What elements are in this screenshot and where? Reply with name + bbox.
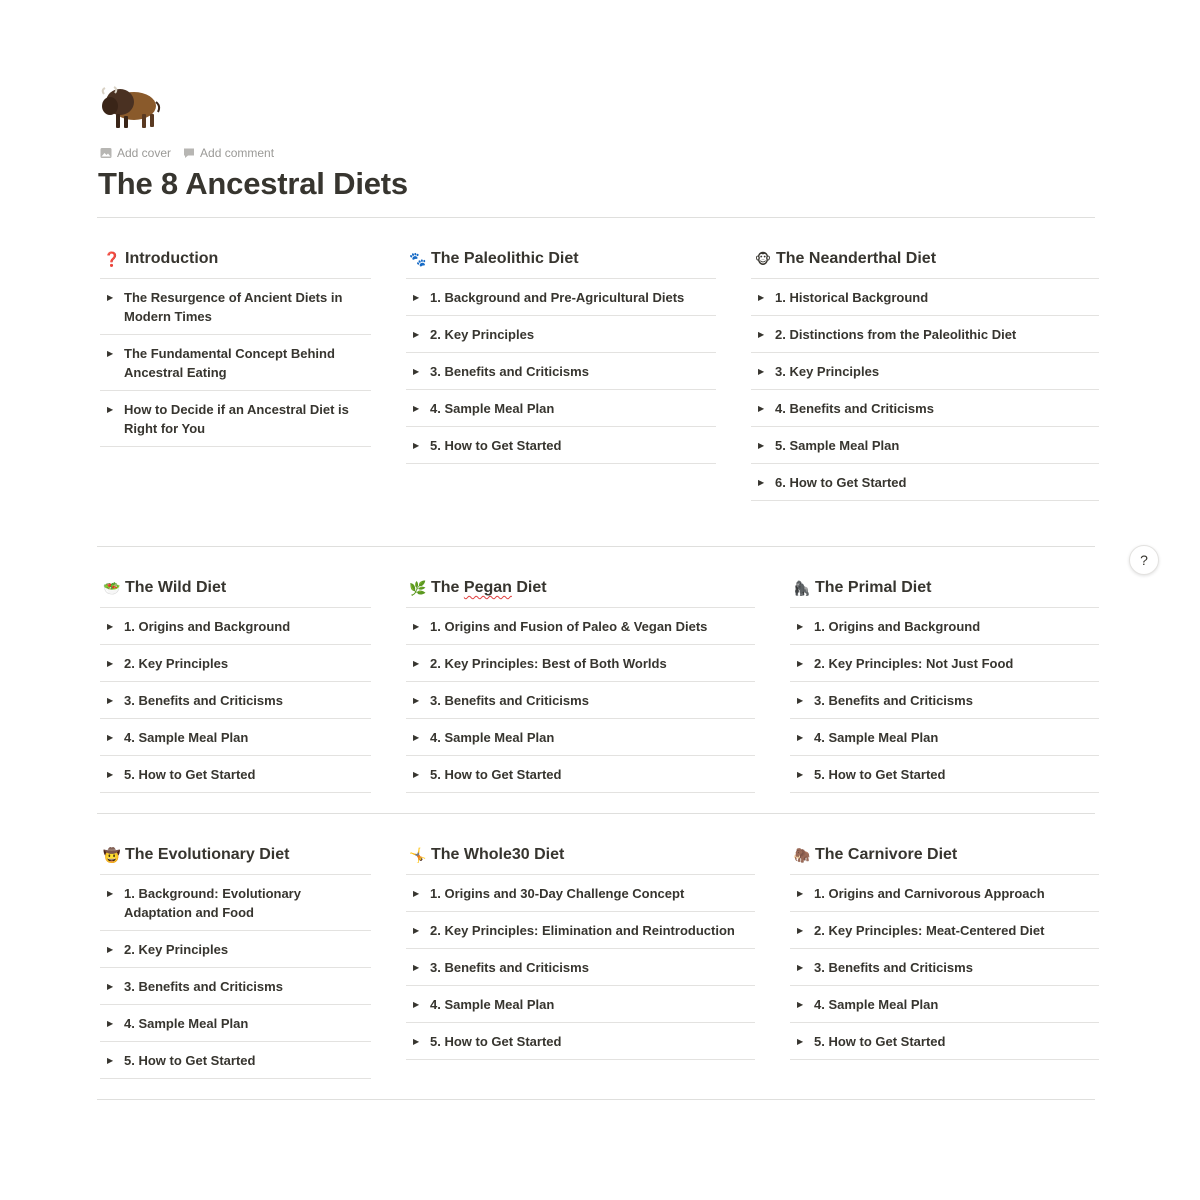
toggle-list-item[interactable] [790,719,1099,756]
toggle-triangle-icon[interactable]: ▶ [797,770,804,779]
toggle-list-item[interactable] [790,986,1099,1023]
toggle-list-item[interactable] [406,427,716,464]
toggle-list-item[interactable] [790,608,1099,645]
section-title: The Whole30 Diet [431,846,565,863]
toggle-item-label: 2. Key Principles: Meat-Centered Diet [814,923,1045,938]
toggle-triangle-icon[interactable]: ▶ [413,770,420,779]
toggle-item-label: 3. Benefits and Criticisms [124,979,283,994]
toggle-list-item[interactable] [790,875,1099,912]
section-column [751,240,1099,501]
add-cover-button[interactable] [100,146,171,160]
toggle-list-item[interactable] [406,682,755,719]
toggle-list-item[interactable] [100,719,371,756]
toggle-item-label: 3. Benefits and Criticisms [430,960,589,975]
section-column [406,240,716,464]
toggle-triangle-icon[interactable]: ▶ [107,733,114,742]
toggle-triangle-icon[interactable]: ▶ [413,1037,420,1046]
toggle-item-label: 4. Sample Meal Plan [124,1016,249,1031]
toggle-triangle-icon[interactable]: ▶ [107,405,114,414]
section-title: The Neanderthal Diet [776,250,937,267]
toggle-triangle-icon[interactable]: ▶ [758,404,765,413]
toggle-triangle-icon[interactable]: ▶ [107,622,114,631]
toggle-item-label: 1. Background: Evolutionary Adaptation and Food [124,886,301,920]
toggle-item-label: 4. Sample Meal Plan [430,997,555,1012]
toggle-list-item[interactable] [406,986,755,1023]
toggle-triangle-icon[interactable]: ▶ [797,1000,804,1009]
help-button[interactable]: ? [1129,545,1159,575]
section-heading[interactable] [100,841,289,869]
add-comment-button[interactable] [183,146,274,160]
toggle-triangle-icon[interactable]: ▶ [413,330,420,339]
toggle-item-label: 2. Key Principles [124,942,229,957]
toggle-list-item[interactable] [406,719,755,756]
toggle-list-item[interactable] [406,608,755,645]
toggle-triangle-icon[interactable]: ▶ [758,293,765,302]
toggle-triangle-icon[interactable]: ▶ [107,945,114,954]
section-heading[interactable] [751,245,936,273]
toggle-list-item[interactable] [100,645,371,682]
section-heading[interactable] [790,841,957,869]
toggle-list-item[interactable] [100,1042,371,1079]
toggle-item-label: 2. Key Principles [124,656,229,671]
toggle-list-item[interactable] [100,391,371,447]
toggle-item-label: 3. Benefits and Criticisms [814,960,973,975]
toggle-list-item[interactable] [790,912,1099,949]
toggle-list-item[interactable] [100,875,371,931]
divider [97,217,1095,218]
toggle-triangle-icon[interactable]: ▶ [413,293,420,302]
section-title-misspelled-word: Pegan [463,579,512,596]
section-title: The Primal Diet [815,579,932,596]
toggle-triangle-icon[interactable]: ▶ [107,293,114,302]
section-emoji-icon: 🥗 [103,579,121,596]
toggle-list-item[interactable] [406,279,716,316]
toggle-item-label: 3. Benefits and Criticisms [430,693,589,708]
section-emoji-icon: 🐾 [409,250,427,267]
section-column [406,569,755,793]
toggle-item-label: 3. Benefits and Criticisms [430,364,589,379]
toggle-triangle-icon[interactable]: ▶ [758,367,765,376]
toggle-list-item[interactable] [751,353,1099,390]
section-heading[interactable] [100,245,218,273]
toggle-triangle-icon[interactable]: ▶ [413,404,420,413]
toggle-list-item[interactable] [100,608,371,645]
section-emoji-icon: 🤠 [103,846,121,863]
toggle-triangle-icon[interactable]: ▶ [413,367,420,376]
toggle-list-item[interactable] [751,316,1099,353]
toggle-item-label: 2. Key Principles [430,327,535,342]
section-emoji-icon: 🦣 [793,846,811,863]
section-title: The Evolutionary Diet [125,846,290,863]
toggle-list-item[interactable] [751,279,1099,316]
toggle-list-item[interactable] [790,645,1099,682]
toggle-list-item[interactable] [406,353,716,390]
toggle-triangle-icon[interactable]: ▶ [107,1019,114,1028]
toggle-list-item[interactable] [406,756,755,793]
toggle-item-label: 3. Benefits and Criticisms [814,693,973,708]
toggle-triangle-icon[interactable]: ▶ [797,963,804,972]
section-column [100,836,371,1079]
toggle-item-label: 5. How to Get Started [430,438,562,453]
toggle-list-item[interactable] [100,931,371,968]
toggle-list-item[interactable] [100,756,371,793]
toggle-item-label: 4. Sample Meal Plan [124,730,249,745]
toggle-triangle-icon[interactable]: ▶ [107,659,114,668]
toggle-list-item[interactable] [406,316,716,353]
toggle-triangle-icon[interactable]: ▶ [413,926,420,935]
toggle-item-label: 1. Origins and Fusion of Paleo & Vegan Diets [430,619,708,634]
toggle-item-label: 5. How to Get Started [430,1034,562,1049]
image-icon [100,147,112,159]
section-title: The Carnivore Diet [815,846,958,863]
toggle-item-label: 1. Origins and Background [814,619,981,634]
toggle-list-item[interactable] [406,912,755,949]
toggle-item-label: 5. How to Get Started [124,767,256,782]
section-title-suffix: Diet [511,579,547,596]
section-column [790,836,1099,1060]
toggle-item-label: 4. Benefits and Criticisms [775,401,934,416]
section-title: The Paleolithic Diet [431,250,579,267]
section-heading[interactable] [100,574,226,602]
toggle-triangle-icon[interactable]: ▶ [413,696,420,705]
toggle-item-label: 4. Sample Meal Plan [430,401,555,416]
toggle-item-label: The Resurgence of Ancient Diets in Modern Times [124,290,343,324]
section-emoji-icon: 🐵 [754,250,772,267]
toggle-triangle-icon[interactable]: ▶ [107,889,114,898]
toggle-triangle-icon[interactable]: ▶ [413,1000,420,1009]
toggle-item-label: 1. Historical Background [775,290,929,305]
toggle-triangle-icon[interactable]: ▶ [107,982,114,991]
toggle-list-item[interactable] [100,279,371,335]
toggle-item-label: 1. Origins and Background [124,619,291,634]
toggle-list-item[interactable] [406,645,755,682]
toggle-list-item[interactable] [100,682,371,719]
page-title[interactable]: The 8 Ancestral Diets [98,166,408,201]
section-emoji-icon: 🌿 [409,579,427,596]
toggle-item-label: 2. Key Principles: Elimination and Reintroduction [430,923,735,938]
toggle-triangle-icon[interactable]: ▶ [413,963,420,972]
toggle-list-item[interactable] [751,427,1099,464]
toggle-triangle-icon[interactable]: ▶ [413,889,420,898]
toggle-list-item[interactable] [100,968,371,1005]
toggle-triangle-icon[interactable]: ▶ [413,733,420,742]
toggle-list-item[interactable] [790,949,1099,986]
toggle-triangle-icon[interactable]: ▶ [797,696,804,705]
toggle-item-label: 4. Sample Meal Plan [814,997,939,1012]
section-emoji-icon: 🦍 [793,579,811,596]
toggle-list-item[interactable] [406,949,755,986]
section-column [790,569,1099,793]
toggle-item-label: 5. How to Get Started [124,1053,256,1068]
divider [97,813,1095,814]
toggle-triangle-icon[interactable]: ▶ [107,696,114,705]
toggle-triangle-icon[interactable]: ▶ [107,770,114,779]
toggle-triangle-icon[interactable]: ▶ [758,478,765,487]
toggle-item-label: 2. Distinctions from the Paleolithic Diet [775,327,1017,342]
toggle-item-label: 5. Sample Meal Plan [775,438,900,453]
bison-icon[interactable] [98,84,162,132]
section-column [100,569,371,793]
toggle-item-label: How to Decide if an Ancestral Diet is Right for You [124,402,349,436]
section-title: The Wild Diet [125,579,227,596]
toggle-item-label: 3. Benefits and Criticisms [124,693,283,708]
toggle-triangle-icon[interactable]: ▶ [797,659,804,668]
section-title: Introduction [125,250,219,267]
toggle-triangle-icon[interactable]: ▶ [413,622,420,631]
toggle-list-item[interactable] [406,875,755,912]
section-emoji-icon: ❓ [103,250,121,267]
toggle-list-item[interactable] [790,756,1099,793]
toggle-item-label: 5. How to Get Started [430,767,562,782]
toggle-list-item[interactable] [751,464,1099,501]
toggle-list-item[interactable] [790,682,1099,719]
toggle-item-label: The Fundamental Concept Behind Ancestral Eating [124,346,335,380]
toggle-triangle-icon[interactable]: ▶ [107,349,114,358]
section-title-prefix: The [431,579,464,596]
toggle-list-item[interactable] [100,335,371,391]
section-heading[interactable] [790,574,931,602]
toggle-list-item[interactable] [790,1023,1099,1060]
toggle-item-label: 4. Sample Meal Plan [814,730,939,745]
section-emoji-icon: 🤸 [409,846,427,863]
section-title [431,579,547,597]
toggle-item-label: 5. How to Get Started [814,767,946,782]
section-heading[interactable] [406,841,564,869]
section-column [100,240,371,447]
toggle-triangle-icon[interactable]: ▶ [107,1056,114,1065]
toggle-triangle-icon[interactable]: ▶ [797,889,804,898]
toggle-list-item[interactable] [406,1023,755,1060]
divider [97,1099,1095,1100]
section-heading[interactable] [406,574,547,602]
toggle-triangle-icon[interactable]: ▶ [797,622,804,631]
toggle-triangle-icon[interactable]: ▶ [758,441,765,450]
comment-icon [183,147,195,159]
toggle-list-item[interactable] [100,1005,371,1042]
section-column [406,836,755,1060]
toggle-item-label: 1. Origins and 30-Day Challenge Concept [430,886,685,901]
toggle-item-label: 2. Key Principles: Not Just Food [814,656,1014,671]
toggle-item-label: 2. Key Principles: Best of Both Worlds [430,656,667,671]
toggle-triangle-icon[interactable]: ▶ [797,733,804,742]
toggle-triangle-icon[interactable]: ▶ [758,330,765,339]
toggle-item-label: 4. Sample Meal Plan [430,730,555,745]
divider [97,546,1095,547]
toggle-triangle-icon[interactable]: ▶ [797,1037,804,1046]
add-comment-label: Add comment [200,146,275,160]
toggle-triangle-icon[interactable]: ▶ [413,441,420,450]
toggle-item-label: 3. Key Principles [775,364,880,379]
toggle-triangle-icon[interactable]: ▶ [413,659,420,668]
toggle-list-item[interactable] [751,390,1099,427]
toggle-item-label: 1. Origins and Carnivorous Approach [814,886,1045,901]
toggle-list-item[interactable] [406,390,716,427]
section-heading[interactable] [406,245,579,273]
toggle-item-label: 1. Background and Pre-Agricultural Diets [430,290,685,305]
toggle-item-label: 5. How to Get Started [814,1034,946,1049]
toggle-item-label: 6. How to Get Started [775,475,907,490]
toggle-triangle-icon[interactable]: ▶ [797,926,804,935]
add-cover-label: Add cover [117,146,172,160]
